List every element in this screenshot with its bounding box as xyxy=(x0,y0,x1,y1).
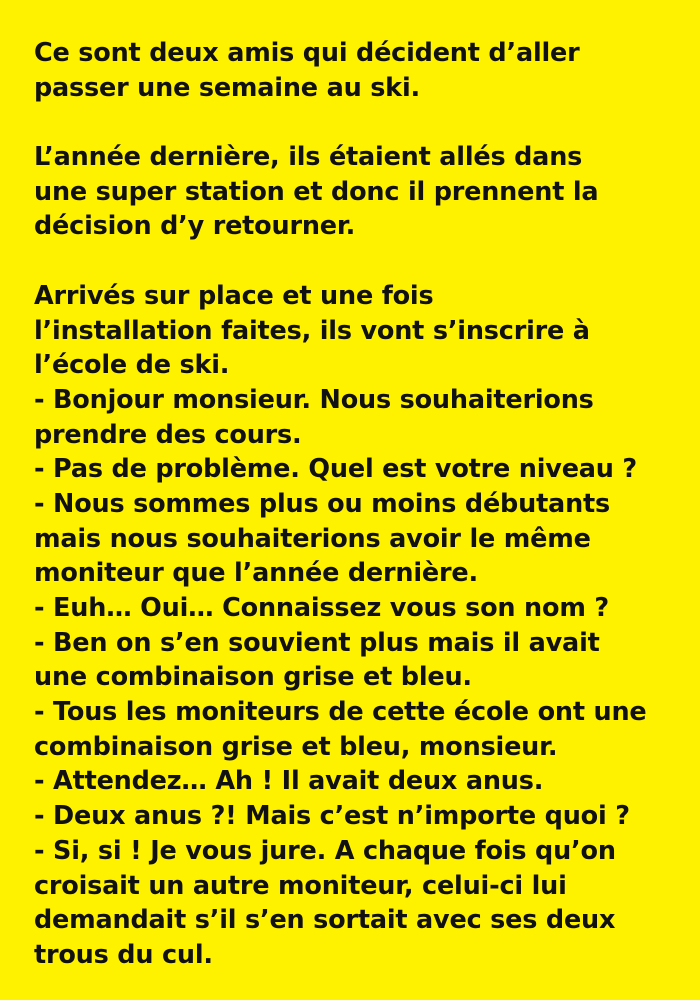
dialogue-line: - Si, si ! Je vous jure. A chaque fois qu’on xyxy=(34,835,616,866)
dialogue-line: prendre des cours. xyxy=(34,419,302,450)
text-line: l’école de ski. xyxy=(34,350,230,381)
text-line: Arrivés sur place et une fois xyxy=(34,280,434,311)
paragraph-dialogue xyxy=(34,279,680,973)
dialogue-line: - Attendez… Ah ! Il avait deux anus. xyxy=(34,766,544,797)
text-line: L’année dernière, ils étaient allés dans xyxy=(34,142,583,173)
dialogue-line: combinaison grise et bleu, monsieur. xyxy=(34,731,558,762)
dialogue-line: croisait un autre moniteur, celui-ci lui xyxy=(34,870,567,901)
dialogue-line: - Nous sommes plus ou moins débutants xyxy=(34,488,610,519)
dialogue-line: - Ben on s’en souvient plus mais il avait xyxy=(34,627,600,658)
text-line: Ce sont deux amis qui décident d’aller xyxy=(34,38,580,68)
dialogue-line: - Tous les moniteurs de cette école ont une xyxy=(34,697,647,728)
paragraph-spacer xyxy=(34,244,680,279)
text-line: décision d’y retourner. xyxy=(34,211,356,242)
dialogue-line: - Bonjour monsieur. Nous souhaiterions xyxy=(34,384,594,415)
dialogue-line: - Pas de problème. Quel est votre niveau ? xyxy=(34,454,638,485)
dialogue-line: trous du cul. xyxy=(34,939,213,970)
paragraph-last-year xyxy=(34,140,680,244)
dialogue-line: mais nous souhaiterions avoir le même xyxy=(34,523,591,554)
text-line: une super station et donc il prennent la xyxy=(34,176,599,207)
paragraph-intro xyxy=(34,36,680,105)
dialogue-line: - Euh… Oui… Connaissez vous son nom ? xyxy=(34,593,609,623)
text-line: passer une semaine au ski. xyxy=(34,72,420,103)
dialogue-line: - Deux anus ?! Mais c’est n’importe quoi ? xyxy=(34,801,630,832)
text-line: l’installation faites, ils vont s’inscrire à xyxy=(34,315,590,346)
dialogue-line: demandait s’il s’en sortait avec ses deux xyxy=(34,905,616,936)
paragraph-spacer xyxy=(34,105,680,140)
dialogue-line: une combinaison grise et bleu. xyxy=(34,662,472,693)
dialogue-line: moniteur que l’année dernière. xyxy=(34,558,478,589)
